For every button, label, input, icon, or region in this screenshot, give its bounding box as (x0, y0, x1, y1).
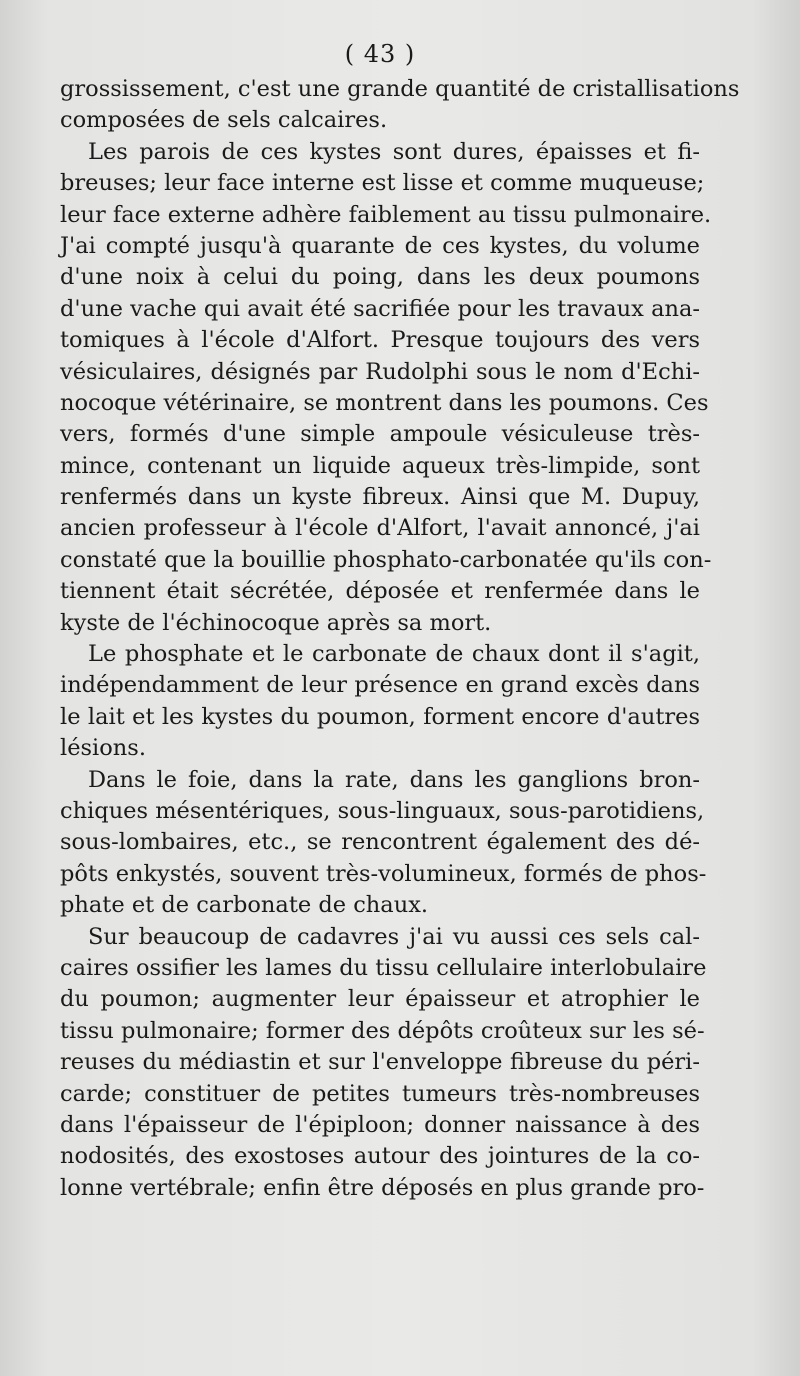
text-line: pôts enkystés, souvent très-volumineux, formés de phos- (60, 860, 707, 887)
text-line: indépendamment de leur présence en grand excès dans (60, 672, 700, 699)
text-line: Dans le foie, dans la rate, dans les ganglions bron- (88, 766, 700, 793)
text-line: dans l'épaisseur de l'épiploon; donner naissance à des (60, 1111, 700, 1138)
paragraph (60, 639, 700, 765)
text-line: d'une noix à celui du poing, dans les deux poumons (60, 264, 700, 291)
text-line: lésions. (60, 735, 146, 762)
text-line: constaté que la bouillie phosphato-carbonatée qu'ils con- (60, 546, 712, 573)
text-line: carde; constituer de petites tumeurs très-nombreuses (60, 1080, 700, 1107)
text-line: tiennent était sécrétée, déposée et renfermée dans le (60, 578, 700, 605)
text-line: tomiques à l'école d'Alfort. Presque toujours des vers (60, 327, 700, 354)
text-line: mince, contenant un liquide aqueux très-limpide, sont (60, 452, 700, 479)
text-line: grossissement, c'est une grande quantité de cristallisations (60, 76, 740, 102)
text-line: vésiculaires, désignés par Rudolphi sous le nom d'Echi- (60, 358, 700, 385)
text-line: tissu pulmonaire; former des dépôts croûteux sur les sé- (60, 1017, 705, 1044)
paragraph (60, 765, 707, 922)
text-line: nocoque vétérinaire, se montrent dans les poumons. Ces (60, 389, 709, 416)
text-line: d'une vache qui avait été sacrifiée pour les travaux ana- (60, 295, 700, 322)
text-line: ancien professeur à l'école d'Alfort, l'avait annoncé, j'ai (60, 515, 700, 542)
text-line: du poumon; augmenter leur épaisseur et atrophier le (60, 986, 700, 1013)
text-line: phate et de carbonate de chaux. (60, 892, 429, 919)
text-line: lonne vertébrale; enfin être déposés en plus grande pro- (60, 1174, 705, 1201)
text-line: Les parois de ces kystes sont dures, épaisses et fi- (88, 138, 700, 165)
text-line: Sur beaucoup de cadavres j'ai vu aussi ces sels cal- (88, 923, 700, 950)
text-line: renfermés dans un kyste fibreux. Ainsi que M. Dupuy, (60, 484, 700, 511)
text-line: kyste de l'échinocoque après sa mort. (60, 609, 492, 636)
page-number: ( 43 ) (344, 40, 416, 68)
text-line: leur face externe adhère faiblement au tissu pulmonaire. (60, 201, 712, 228)
paragraph (60, 922, 707, 1205)
text-line: breuses; leur face interne est lisse et comme muqueuse; (60, 170, 705, 197)
text-line: reuses du médiastin et sur l'enveloppe fibreuse du péri- (60, 1049, 700, 1076)
text-line: chiques mésentériques, sous-linguaux, sous-parotidiens, (60, 797, 705, 824)
text-line: composées de sels calcaires. (60, 107, 388, 134)
paragraph (60, 137, 712, 639)
text-line: Le phosphate et le carbonate de chaux dont il s'agit, (88, 641, 700, 668)
text-line: vers, formés d'une simple ampoule vésiculeuse très- (60, 421, 700, 448)
text-line: sous-lombaires, etc., se rencontrent également des dé- (60, 829, 700, 856)
text-line: nodosités, des exostoses autour des jointures de la co- (60, 1143, 700, 1170)
body-text (60, 74, 740, 1204)
text-line: caires ossifier les lames du tissu cellulaire interlobulaire (60, 954, 707, 981)
paragraph (60, 74, 740, 137)
text-line: J'ai compté jusqu'à quarante de ces kystes, du volume (60, 232, 700, 259)
text-line: le lait et les kystes du poumon, forment encore d'autres (60, 703, 700, 730)
